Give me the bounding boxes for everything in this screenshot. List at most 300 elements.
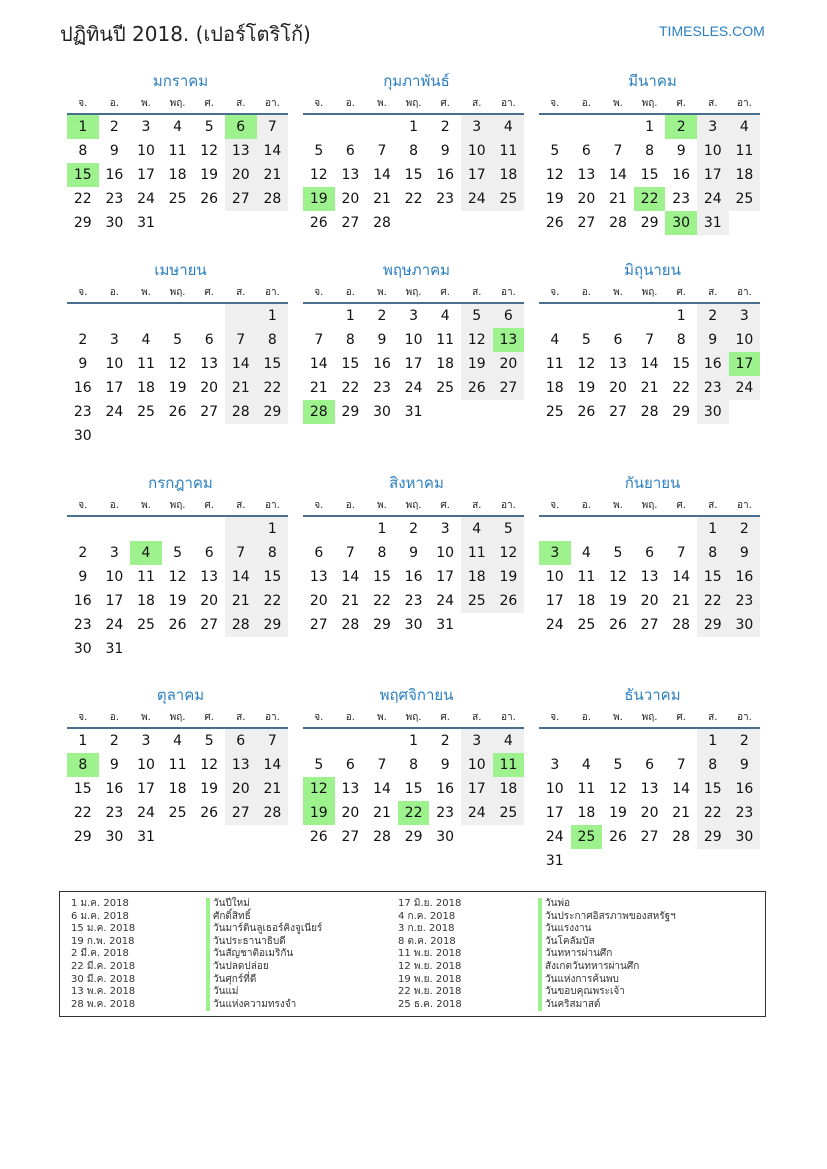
day-cell: 21 <box>609 191 627 207</box>
day-cell: 21 <box>309 380 328 396</box>
weekday-label: ส. <box>236 712 246 723</box>
month-calendar <box>539 257 760 424</box>
day-cell: 1 <box>257 517 289 541</box>
day-cell: 22 <box>672 380 691 396</box>
weekday-label: พฤ. <box>405 712 422 723</box>
day-cell: 20 <box>225 777 257 801</box>
day-cell: 14 <box>672 569 691 585</box>
day-cell: 8 <box>645 143 655 159</box>
day-cell: 19 <box>200 781 219 797</box>
day-cell: 10 <box>697 139 729 163</box>
day-cell: 25 <box>168 805 187 821</box>
holiday-name: วันทหารผ่านศึก <box>538 948 676 961</box>
day-cell: 23 <box>672 191 691 207</box>
day-cell: 19 <box>609 593 627 609</box>
weekday-label: พ. <box>377 287 387 298</box>
day-cell: 23 <box>73 617 92 633</box>
day-cell: 15 <box>257 565 289 589</box>
day-cell: 1 <box>67 115 99 139</box>
day-cell: 3 <box>729 304 761 328</box>
weekday-label: ศ. <box>440 98 450 109</box>
month-title: สิงหาคม <box>389 474 444 492</box>
day-cell: 21 <box>257 163 289 187</box>
day-cell: 27 <box>577 215 596 231</box>
day-cell: 12 <box>609 781 627 797</box>
day-cell: 18 <box>493 163 525 187</box>
day-grid <box>303 115 524 235</box>
day-cell: 8 <box>78 143 88 159</box>
weekday-header <box>303 94 524 115</box>
holiday-list <box>59 891 766 1017</box>
month-title: พฤศจิกายน <box>379 686 454 704</box>
weekday-label: อา. <box>736 287 752 298</box>
month-title: ตุลาคม <box>156 686 205 704</box>
weekday-label: ส. <box>708 712 718 723</box>
day-grid <box>303 517 524 637</box>
day-cell: 4 <box>493 115 525 139</box>
weekday-label: ส. <box>472 98 482 109</box>
holiday-date: 1 ม.ค. 2018 <box>71 898 129 909</box>
weekday-label: พฤ. <box>169 98 186 109</box>
day-cell: 26 <box>493 589 525 613</box>
day-cell: 12 <box>168 356 187 372</box>
day-cell: 2 <box>109 119 119 135</box>
holiday-date: 22 มี.ค. 2018 <box>71 960 136 972</box>
day-cell: 31 <box>105 641 124 657</box>
empty-cell <box>67 517 99 541</box>
day-grid <box>67 517 288 661</box>
day-cell: 9 <box>409 545 419 561</box>
day-cell: 2 <box>377 308 387 324</box>
day-cell: 2 <box>78 332 88 348</box>
day-cell: 19 <box>609 805 627 821</box>
day-cell: 8 <box>676 332 686 348</box>
day-cell: 15 <box>341 356 360 372</box>
holiday-name: วันศุกร์ที่ดี <box>206 974 322 987</box>
empty-cell <box>225 304 257 328</box>
day-cell: 29 <box>697 825 729 849</box>
day-cell: 18 <box>545 380 564 396</box>
weekday-label: พฤ. <box>641 287 658 298</box>
day-cell: 8 <box>697 753 729 777</box>
day-cell: 22 <box>398 801 430 825</box>
day-cell: 11 <box>729 139 761 163</box>
day-cell: 8 <box>409 757 419 773</box>
day-cell: 4 <box>550 332 560 348</box>
weekday-label: อา. <box>500 287 516 298</box>
month-calendar <box>303 257 524 424</box>
weekday-label: อา. <box>500 500 516 511</box>
weekday-label: จ. <box>550 500 560 511</box>
day-cell: 7 <box>225 541 257 565</box>
weekday-label: พ. <box>377 712 387 723</box>
day-cell: 21 <box>225 376 257 400</box>
day-cell: 4 <box>130 541 162 565</box>
day-cell: 24 <box>461 187 493 211</box>
day-cell: 2 <box>440 119 450 135</box>
holiday-name: วันปลดปล่อย <box>206 961 322 974</box>
day-cell: 26 <box>609 617 627 633</box>
holiday-name: สังเกตวันทหารผ่านศึก <box>538 961 676 974</box>
day-cell: 28 <box>640 404 659 420</box>
month-title: กันยายน <box>624 474 681 492</box>
holiday-names-right <box>538 898 676 1011</box>
day-cell: 15 <box>404 781 423 797</box>
day-cell: 10 <box>545 569 564 585</box>
day-cell: 2 <box>729 517 761 541</box>
day-cell: 22 <box>257 376 289 400</box>
day-cell: 13 <box>200 356 219 372</box>
day-cell: 17 <box>436 569 455 585</box>
day-cell: 21 <box>341 593 360 609</box>
day-cell: 31 <box>697 211 729 235</box>
day-cell: 16 <box>73 380 92 396</box>
brand-link[interactable]: TIMESLES.COM <box>659 23 765 39</box>
day-cell: 5 <box>461 304 493 328</box>
day-cell: 29 <box>257 400 289 424</box>
day-cell: 27 <box>200 404 219 420</box>
holiday-name: วันประธานาธิบดี <box>206 936 322 949</box>
holiday-name: วันแห่งความทรงจำ <box>206 999 322 1012</box>
day-cell: 28 <box>609 215 627 231</box>
weekday-header <box>539 708 760 729</box>
day-cell: 30 <box>73 428 92 444</box>
weekday-label: ส. <box>236 500 246 511</box>
day-cell: 18 <box>729 163 761 187</box>
holiday-date: 15 ม.ค. 2018 <box>71 923 136 935</box>
day-cell: 4 <box>173 733 183 749</box>
day-cell: 8 <box>409 143 419 159</box>
day-cell: 26 <box>168 617 187 633</box>
weekday-label: พ. <box>377 98 387 109</box>
day-cell: 7 <box>345 545 355 561</box>
day-cell: 29 <box>73 829 92 845</box>
day-cell: 10 <box>137 143 155 159</box>
empty-cell <box>303 304 335 328</box>
day-cell: 21 <box>640 380 659 396</box>
weekday-label: อ. <box>581 712 591 723</box>
day-cell: 31 <box>436 617 455 633</box>
day-cell: 27 <box>640 829 659 845</box>
holiday-date: 30 มี.ค. 2018 <box>71 973 136 985</box>
day-cell: 8 <box>697 541 729 565</box>
weekday-label: อ. <box>345 712 355 723</box>
weekday-label: พ. <box>141 98 151 109</box>
weekday-header <box>303 283 524 304</box>
empty-cell <box>602 304 634 328</box>
month-calendar <box>539 470 760 637</box>
day-cell: 4 <box>440 308 450 324</box>
empty-cell <box>303 729 335 753</box>
day-cell: 17 <box>105 593 124 609</box>
day-cell: 11 <box>545 356 564 372</box>
day-cell: 6 <box>345 143 355 159</box>
day-cell: 16 <box>404 569 423 585</box>
weekday-label: อา. <box>500 98 516 109</box>
day-cell: 25 <box>436 380 455 396</box>
weekday-label: จ. <box>314 712 324 723</box>
holiday-date: 2 มี.ค. 2018 <box>71 948 129 960</box>
weekday-label: จ. <box>550 287 560 298</box>
day-cell: 18 <box>461 565 493 589</box>
day-cell: 14 <box>309 356 328 372</box>
day-cell: 12 <box>200 143 219 159</box>
weekday-label: อ. <box>109 98 119 109</box>
day-cell: 28 <box>672 829 691 845</box>
weekday-label: อา. <box>264 500 280 511</box>
day-cell: 5 <box>493 517 525 541</box>
day-cell: 20 <box>577 191 596 207</box>
day-cell: 21 <box>373 191 391 207</box>
empty-cell <box>225 517 257 541</box>
month-title: มีนาคม <box>628 72 677 90</box>
weekday-label: อ. <box>581 500 591 511</box>
weekday-label: ส. <box>472 712 482 723</box>
weekday-label: จ. <box>314 500 324 511</box>
weekday-label: ศ. <box>204 500 214 511</box>
weekday-label: อ. <box>109 500 119 511</box>
weekday-label: อ. <box>345 98 355 109</box>
day-cell: 12 <box>577 356 596 372</box>
day-cell: 6 <box>581 143 591 159</box>
weekday-label: จ. <box>78 98 88 109</box>
month-calendar <box>67 470 288 661</box>
day-cell: 23 <box>105 191 124 207</box>
day-cell: 25 <box>137 404 155 420</box>
day-cell: 18 <box>577 593 596 609</box>
day-cell: 12 <box>493 541 525 565</box>
day-cell: 25 <box>168 191 187 207</box>
day-cell: 2 <box>440 733 450 749</box>
day-cell: 16 <box>105 781 124 797</box>
weekday-label: ศ. <box>676 500 686 511</box>
day-cell: 6 <box>645 757 655 773</box>
month-title: กุมภาพันธ์ <box>383 72 450 90</box>
day-cell: 22 <box>73 191 92 207</box>
day-cell: 17 <box>545 593 564 609</box>
day-cell: 29 <box>373 617 391 633</box>
weekday-label: อา. <box>264 98 280 109</box>
day-cell: 28 <box>373 215 391 231</box>
day-cell: 10 <box>404 332 423 348</box>
weekday-label: อ. <box>109 712 119 723</box>
day-cell: 9 <box>78 356 88 372</box>
day-cell: 14 <box>373 781 391 797</box>
day-cell: 10 <box>461 139 493 163</box>
holiday-name: ศักดิ์สิทธิ์ <box>206 911 322 924</box>
day-cell: 13 <box>341 781 360 797</box>
day-cell: 7 <box>225 328 257 352</box>
day-cell: 13 <box>309 569 328 585</box>
day-cell: 30 <box>105 215 124 231</box>
day-cell: 22 <box>634 187 666 211</box>
day-grid <box>539 729 760 873</box>
day-cell: 11 <box>493 753 525 777</box>
day-cell: 26 <box>200 805 219 821</box>
weekday-header <box>539 496 760 517</box>
day-cell: 29 <box>404 829 423 845</box>
day-cell: 22 <box>404 191 423 207</box>
day-cell: 24 <box>697 187 729 211</box>
day-cell: 11 <box>436 332 455 348</box>
day-cell: 15 <box>373 569 391 585</box>
day-cell: 17 <box>545 805 564 821</box>
empty-cell <box>539 304 571 328</box>
day-cell: 20 <box>200 593 219 609</box>
empty-cell <box>366 729 398 753</box>
day-cell: 3 <box>409 308 419 324</box>
day-cell: 27 <box>225 801 257 825</box>
weekday-label: พฤ. <box>405 98 422 109</box>
day-cell: 19 <box>303 801 335 825</box>
day-cell: 29 <box>257 613 289 637</box>
day-cell: 18 <box>137 380 155 396</box>
day-cell: 29 <box>73 215 92 231</box>
day-grid <box>67 115 288 235</box>
day-cell: 9 <box>440 143 450 159</box>
day-cell: 6 <box>345 757 355 773</box>
day-cell: 29 <box>341 404 360 420</box>
day-cell: 23 <box>373 380 391 396</box>
day-cell: 18 <box>577 805 596 821</box>
day-cell: 30 <box>729 825 761 849</box>
day-cell: 26 <box>168 404 187 420</box>
day-cell: 28 <box>225 400 257 424</box>
day-cell: 10 <box>105 356 124 372</box>
empty-cell <box>335 517 367 541</box>
empty-cell <box>571 729 603 753</box>
weekday-header <box>539 283 760 304</box>
empty-cell <box>366 115 398 139</box>
weekday-label: จ. <box>78 287 88 298</box>
day-cell: 19 <box>200 167 219 183</box>
weekday-label: ส. <box>236 287 246 298</box>
weekday-label: จ. <box>78 712 88 723</box>
day-cell: 14 <box>609 167 627 183</box>
day-cell: 6 <box>314 545 324 561</box>
month-calendar <box>539 68 760 235</box>
weekday-label: อ. <box>345 287 355 298</box>
holiday-name: วันมาร์ตินลูเธอร์คิงจูเนียร์ <box>206 923 322 936</box>
day-cell: 11 <box>137 356 155 372</box>
holiday-date: 3 ก.ย. 2018 <box>398 923 455 935</box>
month-calendar <box>539 682 760 873</box>
day-cell: 10 <box>545 781 564 797</box>
day-cell: 4 <box>173 119 183 135</box>
weekday-label: ศ. <box>204 287 214 298</box>
day-cell: 31 <box>137 215 155 231</box>
day-cell: 8 <box>257 541 289 565</box>
day-grid <box>303 304 524 424</box>
day-cell: 13 <box>609 356 627 372</box>
empty-cell <box>335 115 367 139</box>
weekday-label: ศ. <box>676 712 686 723</box>
weekday-label: พฤ. <box>641 98 658 109</box>
day-cell: 1 <box>697 517 729 541</box>
day-cell: 8 <box>67 753 99 777</box>
empty-cell <box>665 517 697 541</box>
weekday-label: ส. <box>472 500 482 511</box>
weekday-label: พฤ. <box>641 712 658 723</box>
day-cell: 19 <box>545 191 564 207</box>
day-cell: 17 <box>729 352 761 376</box>
day-cell: 2 <box>409 521 419 537</box>
weekday-label: พ. <box>613 712 623 723</box>
holiday-date: 22 พ.ย. 2018 <box>398 986 462 998</box>
weekday-label: จ. <box>314 287 324 298</box>
day-cell: 25 <box>545 404 564 420</box>
month-calendar <box>67 257 288 448</box>
weekday-label: อ. <box>581 287 591 298</box>
month-title: มกราคม <box>152 72 209 90</box>
day-cell: 23 <box>436 805 455 821</box>
day-cell: 24 <box>545 829 564 845</box>
empty-cell <box>303 115 335 139</box>
day-cell: 25 <box>577 617 596 633</box>
day-cell: 22 <box>257 589 289 613</box>
weekday-header <box>67 708 288 729</box>
day-cell: 28 <box>341 617 360 633</box>
day-cell: 30 <box>436 829 455 845</box>
day-cell: 23 <box>73 404 92 420</box>
day-cell: 14 <box>640 356 659 372</box>
weekday-label: ศ. <box>440 500 450 511</box>
day-cell: 19 <box>461 352 493 376</box>
day-cell: 14 <box>225 352 257 376</box>
day-cell: 30 <box>373 404 391 420</box>
day-cell: 1 <box>257 304 289 328</box>
empty-cell <box>99 304 131 328</box>
day-cell: 9 <box>440 757 450 773</box>
day-cell: 6 <box>613 332 623 348</box>
day-cell: 17 <box>461 777 493 801</box>
day-cell: 22 <box>697 589 729 613</box>
day-cell: 2 <box>697 304 729 328</box>
day-cell: 20 <box>640 593 659 609</box>
weekday-label: พฤ. <box>641 500 658 511</box>
weekday-label: อา. <box>264 287 280 298</box>
weekday-label: อา. <box>736 500 752 511</box>
day-cell: 23 <box>404 593 423 609</box>
day-cell: 24 <box>137 805 155 821</box>
weekday-label: พ. <box>613 500 623 511</box>
day-cell: 25 <box>729 187 761 211</box>
day-cell: 27 <box>309 617 328 633</box>
day-cell: 10 <box>461 753 493 777</box>
weekday-label: อ. <box>345 500 355 511</box>
day-cell: 9 <box>676 143 686 159</box>
weekday-header <box>539 94 760 115</box>
day-cell: 16 <box>436 781 455 797</box>
weekday-label: ศ. <box>440 712 450 723</box>
day-cell: 15 <box>257 352 289 376</box>
day-cell: 2 <box>109 733 119 749</box>
day-cell: 11 <box>577 569 596 585</box>
day-cell: 15 <box>67 163 99 187</box>
weekday-label: ศ. <box>204 712 214 723</box>
day-cell: 1 <box>377 521 387 537</box>
day-cell: 28 <box>225 613 257 637</box>
weekday-label: อา. <box>264 712 280 723</box>
day-cell: 10 <box>729 328 761 352</box>
day-cell: 31 <box>404 404 423 420</box>
day-cell: 24 <box>105 617 124 633</box>
day-cell: 6 <box>225 115 257 139</box>
day-cell: 23 <box>729 589 761 613</box>
holiday-name: วันแห่งการค้นพบ <box>538 974 676 987</box>
weekday-label: พ. <box>613 287 623 298</box>
day-cell: 16 <box>672 167 691 183</box>
